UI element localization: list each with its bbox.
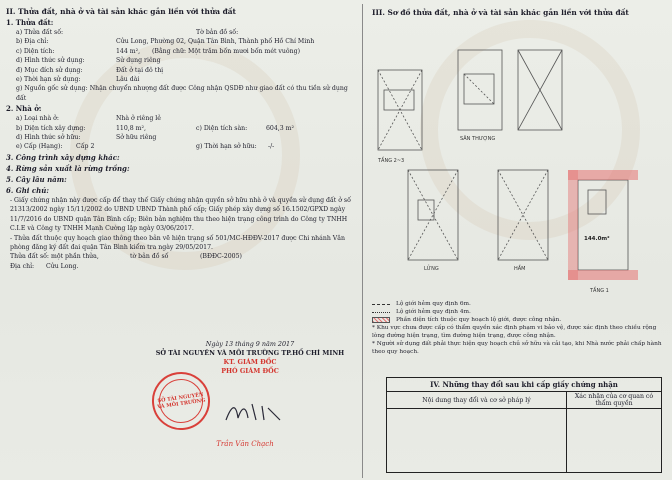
road-setback-strip-top (568, 170, 638, 180)
ground-floor-caption: TẦNG 1 (590, 288, 609, 294)
footer-map: tờ bản đồ số (130, 253, 169, 261)
legend-note: * Người sử dụng đất phải thực hiện quy hoạch chủ sở hữu và cải tạo, khi Nhà nước phải chấp hành theo quy hoạch. (372, 341, 662, 355)
floor-2-3-caption: TẦNG 2~3 (378, 158, 405, 164)
house-own-label: d) Hình thức sở hữu: (16, 134, 81, 142)
area-value: 144 m², (116, 47, 141, 55)
official-seal (148, 368, 214, 434)
changes-cell-content (387, 409, 567, 472)
address-value: Cửu Long, Phường 02, Quận Tân Bình, Thành phố Hồ Chí Minh (116, 38, 315, 46)
road-setback-strip-bottom (568, 270, 638, 280)
changes-col-content: Nội dung thay đổi và cơ sở pháp lý (387, 392, 567, 408)
legend-swatch-hatch (372, 317, 390, 323)
signature-scribble (222, 400, 282, 424)
ground-area-label: 144.0m² (584, 236, 610, 242)
terrace-plan (458, 50, 502, 130)
changes-cell-confirm (567, 409, 661, 472)
section-3-title: III. Sơ đồ thửa đất, nhà ở và tài sản khác gắn liền với thửa đất (372, 8, 629, 17)
term-row (6, 75, 356, 84)
legend-text: Phần diện tích thuộc quy hoạch lộ giới, được công nhận. (396, 317, 562, 323)
section-2-title: II. Thửa đất, nhà ở và tài sản khác gắn liền với thửa đất (6, 7, 236, 16)
changes-header (387, 392, 661, 409)
house-period-value: -/- (268, 143, 275, 151)
road-setback-strip-side (568, 170, 578, 280)
house-level-value: Cấp 2 (76, 143, 95, 151)
legend-item (372, 308, 666, 316)
house-type-row (6, 114, 356, 123)
loft-caption: LỬNG (424, 266, 439, 272)
on-behalf: KT. GIÁM ĐỐC (223, 358, 277, 366)
origin-label: g) Nguồn gốc sử dụng: (16, 85, 88, 93)
house-floor-label: c) Diện tích sàn: (196, 124, 248, 132)
footer-parcel-row (6, 252, 356, 261)
legend-swatch-dotted (372, 312, 390, 313)
house-type-label: a) Loại nhà ở: (16, 115, 59, 123)
footer-address-label: Địa chỉ: (10, 262, 35, 270)
forest: 4. Rừng sản xuất là rừng trồng: (6, 163, 130, 173)
left-column (6, 6, 356, 271)
house-built-label: b) Diện tích xây dựng: (16, 124, 86, 132)
floor-plan-diagram (368, 30, 668, 302)
changes-table (386, 377, 662, 473)
footer-address-value: Cửu Long. (46, 262, 79, 270)
house-built-row (6, 124, 356, 133)
changes-body (387, 409, 661, 472)
notes-title: 6. Ghi chú: (6, 185, 49, 195)
signature-block (150, 340, 350, 376)
legend-item (372, 300, 666, 308)
basement-caption: HẦM (514, 266, 526, 272)
legend-text: Lộ giới hẻm quy định 4m. (396, 309, 471, 315)
seal-text: SỞ TÀI NGUYÊN VÀ MÔI TRƯỜNG (156, 391, 206, 411)
purpose-label: đ) Mục đích sử dụng: (16, 66, 83, 74)
form-label: d) Hình thức sử dụng: (16, 57, 85, 65)
parcel-label: a) Thửa đất số: (16, 29, 64, 36)
house-built-value: 110,8 m², (116, 124, 146, 132)
land-title: 1. Thửa đất: (6, 18, 54, 27)
term-value: Lâu dài (116, 76, 140, 84)
legend-note: * Khu vực chưa được cấp có thẩm quyền xác định phạm vi bảo vệ, được xác định theo chiều rộng lòng đường hiện trạng, tìm đường hiện trạng, được công nhận. (372, 325, 657, 339)
purpose-value: Đất ở tại đô thị (116, 66, 164, 74)
address-label: b) Địa chỉ: (16, 38, 49, 46)
issuing-authority: SỞ TÀI NGUYÊN VÀ MÔI TRƯỜNG TP.HỒ CHÍ MINH (155, 349, 345, 357)
basement-plan (498, 170, 548, 260)
loft-plan (408, 170, 458, 260)
note-2: - Thửa đất thuộc quy hoạch giao thông theo bản vẽ hiện trạng số 501/MC-HĐĐV-2017 được Chi nhánh Văn phòng đăng ký đất đai quận Tân Bình kiểm tra ngày 29/05/2017. (10, 234, 345, 251)
footer-map-code: (BĐĐC-2005) (200, 253, 242, 261)
other-construction: 3. Công trình xây dựng khác: (6, 152, 120, 162)
house-title: 2. Nhà ở: (6, 104, 42, 114)
ground-floor-plan (578, 180, 628, 270)
form-row (6, 56, 356, 65)
map-label: Tờ bản đồ số: (196, 29, 239, 36)
purpose-row (6, 66, 356, 75)
area-label: c) Diện tích: (16, 47, 55, 55)
house-level-label: e) Cấp (Hạng): (16, 143, 63, 151)
house-level-row (6, 142, 356, 151)
footer-address-row (6, 262, 356, 271)
legend-text: Lộ giới hẻm quy định 6m. (396, 301, 471, 307)
origin-row (6, 84, 356, 103)
house-period-label: g) Thời hạn sở hữu: (196, 143, 257, 151)
house-type-value: Nhà ở riêng lẻ (116, 115, 161, 123)
terrace-caption: SÂN THƯỢNG (460, 136, 496, 142)
house-own-value: Sở hữu riêng (116, 134, 157, 142)
footer-parcel: Thửa đất số: một phần thửa, (10, 253, 99, 261)
perennial-trees: 5. Cây lâu năm: (6, 174, 67, 184)
parcel-row (6, 28, 356, 37)
area-row (6, 47, 356, 56)
origin-value: Nhận chuyển nhượng đất được Công nhận QSDĐ như giao đất có thu tiền sử dụng đất (16, 85, 348, 102)
house-floor-value: 604,3 m² (266, 124, 295, 132)
form-value: Sử dụng riêng (116, 57, 161, 65)
issue-date: Ngày 13 tháng 9 năm 2017 (205, 340, 295, 348)
changes-col-confirm: Xác nhận của cơ quan có thẩm quyền (574, 393, 654, 407)
house-own-row (6, 133, 356, 142)
note-1: - Giấy chứng nhận này được cấp để thay thế Giấy chứng nhận quyền sở hữu nhà ở và quyền sử dụng đất ở số 21313/2002 ngày 15/11/2002 do UBND UBND Thành phố cấp; Giấy phép xây dựng số 16.1502/GPXD ngày 11/7/2016 do UBND quận Tân Bình cấp; Biên bản nghiệm thu theo hiện trạng công trình do Công ty TNHH C.I.E và Công ty TNHH Mạnh Cường lập ngày 03/06/2017. (10, 196, 351, 233)
legend-item (372, 316, 666, 324)
changes-title: IV. Những thay đổi sau khi cấp giấy chứng nhận (387, 378, 661, 392)
term-label: e) Thời hạn sử dụng: (16, 76, 81, 84)
area-words: (Bằng chữ: Một trăm bốn mươi bốn mét vuông) (152, 47, 300, 55)
legend-swatch-dashed (372, 304, 390, 305)
column-divider (362, 4, 363, 478)
legend (372, 300, 666, 356)
signer-name: Trần Văn Chạch (216, 440, 274, 448)
address-row (6, 37, 356, 46)
deputy-title: PHÓ GIÁM ĐỐC (221, 367, 279, 375)
